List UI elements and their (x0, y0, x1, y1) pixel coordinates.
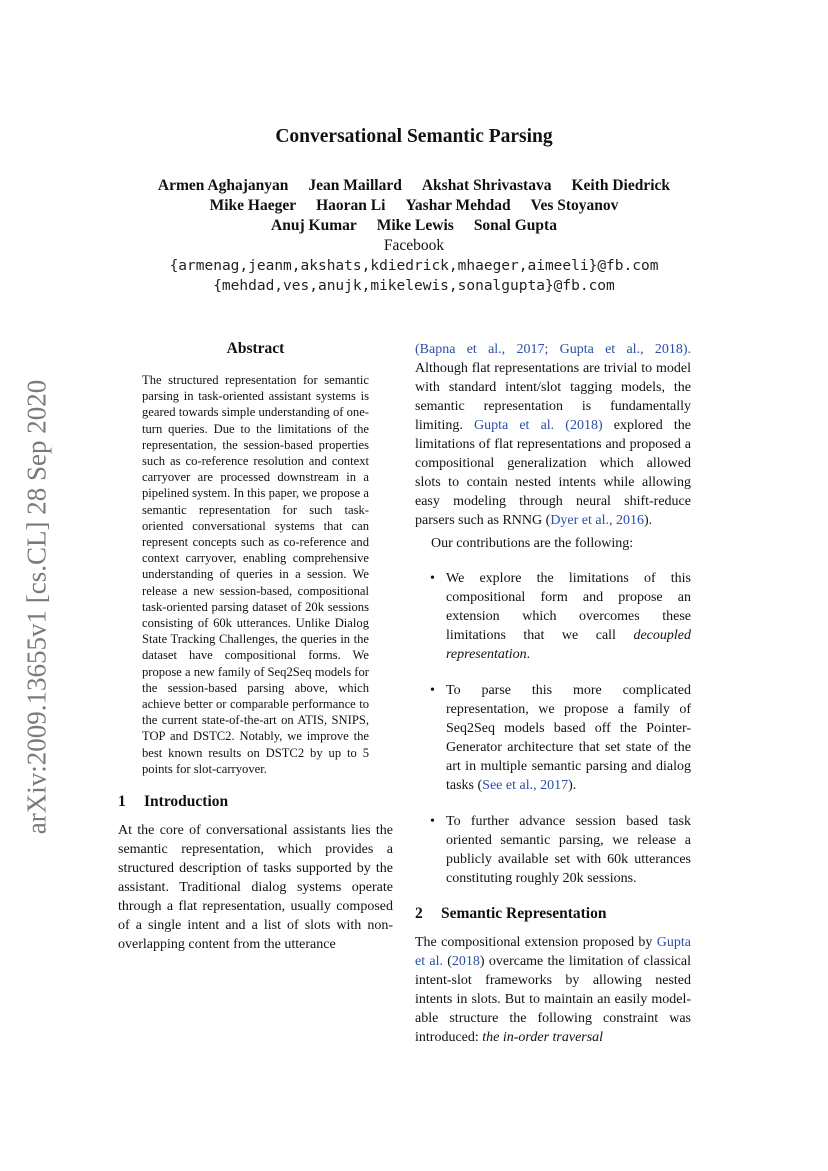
text-span: . (526, 647, 531, 662)
citation-link[interactable]: Dyer et al., 2016 (550, 513, 645, 528)
author-block (0, 176, 828, 296)
text-span: The compositional extension proposed by (415, 935, 657, 950)
right-column (415, 340, 691, 1047)
section-title: Semantic Representation (441, 905, 607, 922)
email-line-1: {armenag,jeanm,akshats,kdiedrick,mhaeger,aimeeli}@fb.com (169, 258, 659, 274)
section-title: Introduction (144, 793, 229, 811)
author: Keith Diedrick (571, 177, 671, 194)
author-line-2 (0, 196, 828, 216)
author: Armen Aghajanyan (157, 177, 289, 194)
list-item (415, 812, 691, 888)
text-span: We explore the limitations of this compositional form and propose an extension which overcomes these limitations that we call (446, 571, 691, 643)
text-span: To further advance session based task oriented semantic parsing, we release a publicly available set with 60k utterances constituting roughly 20k sessions. (446, 814, 691, 886)
section2-paragraph (415, 933, 691, 1047)
author: Haoran Li (316, 197, 386, 214)
arxiv-sidebar (14, 362, 60, 852)
author: Ves Stoyanov (530, 197, 619, 214)
section-heading-semantic-representation (415, 905, 691, 923)
citation-link[interactable]: Gupta et al. (415, 935, 691, 969)
citation-link[interactable]: Gupta et al. (2018) (473, 418, 603, 433)
text-span: ( (442, 954, 452, 969)
contributions-list (415, 569, 691, 888)
intro-paragraph: At the core of conversational assistants lies the semantic representation, which provides a structured description of tasks supported by the assistant. Traditional dialog systems operate through a flat representation, usually composed of a single intent and a list of slots with non-overlapping content from the utterance (118, 823, 393, 953)
contributions-intro: Our contributions are the following: (431, 536, 634, 551)
intro-paragraph-cont (415, 340, 691, 530)
text-span: ). (568, 778, 577, 793)
paper-title: Conversational Semantic Parsing (275, 126, 553, 147)
emphasis: decoupled representation (446, 628, 691, 662)
left-column (118, 340, 393, 954)
list-item (415, 681, 691, 795)
affiliation: Facebook (383, 237, 445, 254)
author: Mike Lewis (376, 217, 454, 234)
section-heading-introduction (118, 793, 393, 811)
section-number: 2 (415, 905, 423, 922)
author: Sonal Gupta (473, 217, 557, 234)
email-line-2: {mehdad,ves,anujk,mikelewis,sonalgupta}@fb.com (213, 278, 615, 294)
author-line-1 (0, 176, 828, 196)
author-line-3 (0, 216, 828, 236)
author: Anuj Kumar (271, 217, 357, 234)
author: Akshat Shrivastava (421, 177, 552, 194)
arxiv-id: arXiv:2009.13655v1 [cs.CL] 28 Sep 2020 (21, 379, 52, 835)
citation-link[interactable]: 2018 (451, 954, 480, 969)
text-span: ). (644, 513, 653, 528)
abstract-heading: Abstract (226, 340, 285, 357)
list-item (415, 569, 691, 664)
author: Jean Maillard (308, 177, 402, 194)
text-span: To parse this more complicated representation, we propose a family of Seq2Seq models based off the Pointer-Generator architecture that set state of the art in multiple semantic parsing and dialog tasks ( (446, 683, 691, 793)
author: Mike Haeger (209, 197, 297, 214)
emphasis: the in-order traversal (482, 1030, 604, 1045)
author: Yashar Mehdad (405, 197, 511, 214)
citation-link[interactable]: (Bapna et al., 2017; Gupta et al., 2018). (415, 342, 691, 357)
citation-link[interactable]: See et al., 2017 (482, 778, 569, 793)
text-span: Although flat representations are trivial to model with standard intent/slot tagging models, the semantic representation is fundamentally limiting. (415, 361, 691, 433)
abstract-text: The structured representation for semantic parsing in task-oriented assistant systems is geared towards simple understanding of one-turn queries. Due to the limitations of the representation, the session-based properties such as co-reference resolution and context carryover are processed downstream in a pipelined system. In this paper, we propose a semantic representation for such task-oriented conversational systems that can represent concepts such as co-reference and context carryover, enabling comprehensive understanding of queries in a session. We release a new session-based, compositional task-oriented parsing dataset of 20k sessions consisting of 60k utterances. Unlike Dialog State Tracking Challenges, the queries in the dataset have compositional forms. We propose a new family of Seq2Seq models for the session-based parsing above, which achieve better or comparable performance to the current state-of-the-art on ATIS, SNIPS, TOP and DSTC2. Notably, we improve the best known results on DSTC2 by up to 5 points for slot-carryover. (142, 373, 369, 776)
text-span: explored the limitations of flat representations and proposed a compositional generalization which allowed slots to contain nested intents while allowing easy modeling through neural shift-reduce parsers such as RNNG ( (415, 418, 691, 528)
text-span: ) overcame the limitation of classical intent-slot frameworks by allowing nested intents in slots. But to maintain an easily model-able structure the following constraint was introduced: (415, 954, 691, 1045)
section-number: 1 (118, 793, 126, 811)
